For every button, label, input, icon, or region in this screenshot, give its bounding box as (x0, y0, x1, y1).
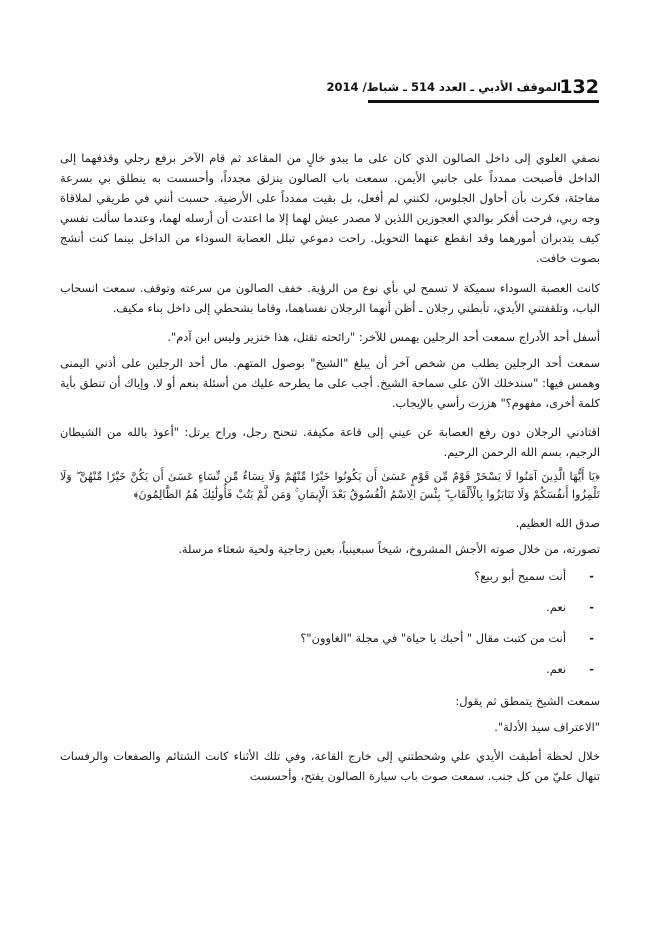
paragraph-2: كانت العصبة السوداء سميكة لا تسمح لي بأي نوع من الرؤية. خفف الصالون من سرعته وتوقف. سمعت انسحاب الباب، وتلقفتني الأيدي، تأبطني رجلان ـ أظن أنهما الرجلان نفساهما، وقاما بشحطي إلى داخل بناء مكيف. (60, 280, 600, 315)
header-rule (368, 100, 599, 103)
dialog-line (60, 597, 600, 617)
dialog-text: نعم. (546, 661, 566, 676)
dialog-dash: - (589, 568, 594, 583)
dialog-line (60, 659, 600, 679)
paragraph-4: سمعت أحد الرجلين يطلب من شخص آخر أن يبلغ "الشيخ" بوصول المتهم. مال أحد الرجلين على أذني اليمنى وهمس فيها: "سندخلك الآن على سماحة الشيخ. أجب على ما يطرحه عليك من أسئلة بنعم أو لا. وإياك أن تنطق بأية كلمة أخرى، مفهوم؟" هززت رأسي بالإيجاب. (60, 355, 600, 411)
dialog-text: أنت من كتبت مقال " أحبك يا حياة" في مجلة "الغاوون"؟ (300, 630, 566, 645)
paragraph-6: صدق الله العظيم. (515, 516, 600, 531)
dialog-line (60, 628, 600, 648)
page-number: 132 (559, 76, 599, 98)
dialog-dash: - (589, 661, 594, 676)
dialog-text: أنت سميح أبو ربيع؟ (474, 568, 566, 583)
dialog-list (60, 566, 600, 679)
paragraph-5: اقتادني الرجلان دون رفع العصابة عن عيني إلى قاعة مكيفة. تنحنح رجل، وراح يرتل: "أعوذ بالله من الشيطان الرجيم، بسم الله الرحمن الرحيم. (60, 425, 600, 460)
dialog-dash: - (589, 599, 594, 614)
paragraph-10: خلال لحظة أطبقت الأيدي علي وشحطتني إلى خارج القاعة، وفي تلك الأثناء كانت الشتائم والصفعات والرفسات تنهال عليّ من كل جنب. سمعت صوت باب سيارة الصالون يفتح، وأحسست (60, 749, 600, 784)
dialog-dash: - (589, 630, 594, 645)
paragraph-3: أسفل أحد الأدراج سمعت أحد الرجلين يهمس للآخر: "رائحته تقتل، هذا خنزير وليس ابن آدم". (167, 329, 600, 344)
article-body (60, 148, 600, 786)
paragraph-8: سمعت الشيخ يتمطق ثم يقول: (455, 693, 600, 708)
dialog-line (60, 566, 600, 586)
paragraph-1: نصفي العلوي إلى داخل الصالون الذي كان على ما يبدو خالٍ من المقاعد ثم قام الآخر برفع رجلي وقذفهما إلى الداخل فأصبحت ممدداً على جانبي الأيمن. سمعت باب الصالون ينزلق مجدداً، وأحسست به ينطلق بي بسرعة مفاجئة، فكرت بأن أحاول الجلوس، لكنني لم أفعل، بل بقيت ممدداً على الأرضية. حسبت أنني في طريقي لملاقاة وجه ربي، فرحت أفكر بوالدي العجوزين اللذين لا مصدر عيش لهما إلا ما اعتدت أن أرسله لهما، وعندما سألت نفسي كيف يتدبران أمورهما وقد انقطع عنهما التحويل. راحت دموعي تبلل العصابة السوداء من الداخل بينما كنت أنشج بصوت خافت. (60, 151, 600, 266)
paragraph-7: تصورته، من خلال صوته الأجش المشروخ، شيخاً سبعينياً، بعين زجاجية ولحية شعثاء مرسلة. (178, 542, 600, 557)
paragraph-9: "الاعتراف سيد الأدلة". (494, 719, 600, 734)
issue-info: الموقف الأدبي ـ العدد 514 ـ شباط/ 2014 (326, 80, 561, 94)
dialog-text: نعم. (546, 599, 566, 614)
quran-verse: ﴿يَا أَيُّهَا الَّذِينَ آمَنُوا لَا يَسْخَرْ قَوْمٌ مِّن قَوْمٍ عَسَىٰ أَن يَكُونُوا خَيْرًا مِّنْهُمْ وَلَا نِسَاءٌ مِّن نِّسَاءٍ عَسَىٰ أَن يَكُنَّ خَيْرًا مِّنْهُنَّ ۖ وَلَا تَلْمِزُوا أَنفُسَكُمْ وَلَا تَنَابَزُوا بِالْأَلْقَابِ ۖ بِئْسَ الِاسْمُ الْفُسُوقُ بَعْدَ الْإِيمَانِ ۚ وَمَن لَّمْ يَتُبْ فَأُولَٰئِكَ هُمُ الظَّالِمُونَ﴾ (60, 470, 600, 502)
